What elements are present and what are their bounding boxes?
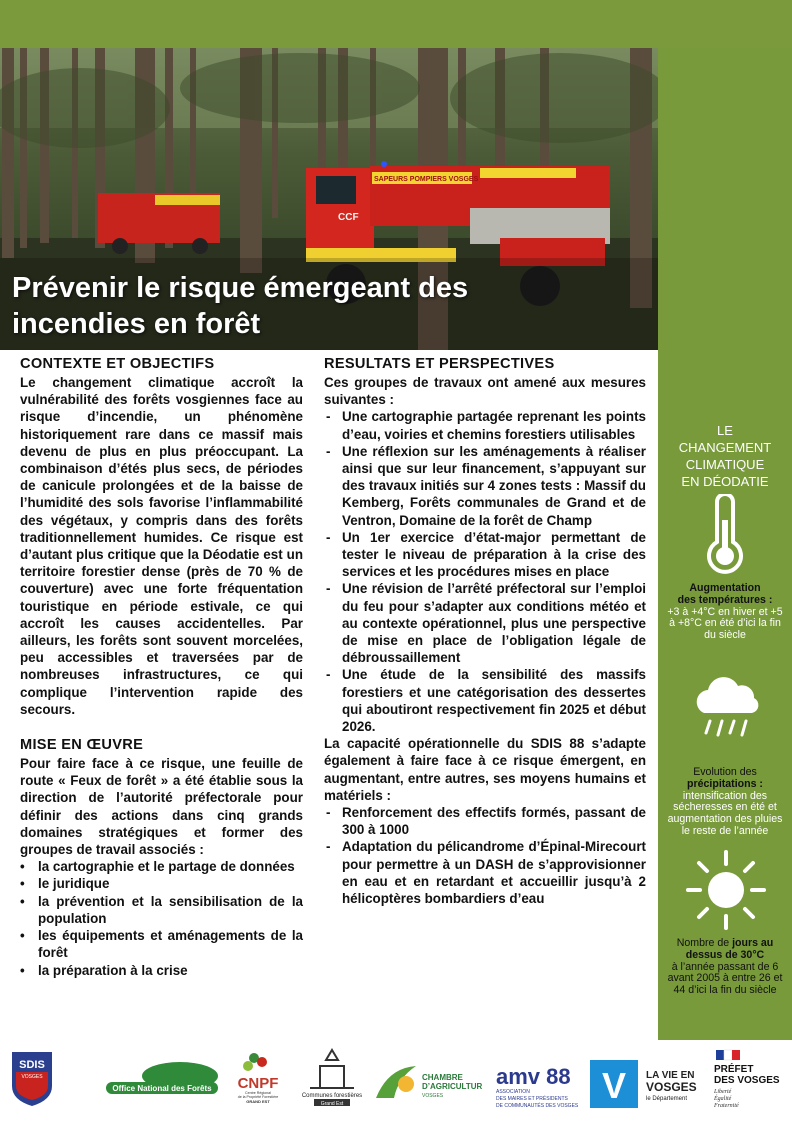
svg-text:Communes forestières: Communes forestières	[301, 1093, 363, 1099]
sun-icon	[684, 848, 768, 932]
domains-list	[20, 858, 303, 978]
rain-cloud-icon	[690, 675, 766, 743]
capacity-text: La capacité opérationnelle du SDIS 88 s’adapte également à faire face à ce risque émergent, en augmentant, entre autres, ses moyens humains et matériels :	[324, 736, 646, 803]
svg-text:Liberté: Liberté	[714, 1089, 732, 1095]
sdis-shield-icon	[10, 1050, 54, 1108]
amv88-logo	[494, 1060, 582, 1112]
svg-text:amv 88: amv 88	[496, 1064, 571, 1089]
svg-text:PRÉFET: PRÉFET	[714, 1064, 754, 1075]
svg-text:ASSOCIATION: ASSOCIATION	[496, 1089, 530, 1095]
svg-text:DES VOSGES: DES VOSGES	[714, 1075, 780, 1086]
list-item: • le juridique	[20, 875, 303, 892]
contexte-text: Le changement climatique accroît la vulnérabilité des forêts vosgiennes face au risque d’incendie, un phénomène historiquement rare dans ce massif mais devenu de plus en plus préoccupant. La combinaison d’étés plus secs, de périodes de canicule prolongées et de la baisse de l’humidité des sols favorise l’inflammabilité des végétaux, y compris dans des forêts traditionnellement humides. Ce risque est d’autant plus critique que la Déodatie est un territoire forestier dense (près de 70 % de couverture) avec une forte fréquentation touristique en période estivale, ce qui accroît les causes accidentelles. Par ailleurs, les forêts sont souvent morcelées, peu accessibles et traversées par de nombreuses infrastructures, ce qui complique l’intervention rapide des secours.	[20, 375, 303, 717]
svg-text:SDIS: SDIS	[19, 1059, 45, 1071]
list-item: • la prévention et la sensibilisation de la population	[20, 893, 303, 927]
svg-text:Fraternité: Fraternité	[714, 1103, 739, 1109]
list-item: • les équipements et aménagements de la forêt	[20, 927, 303, 961]
svg-text:le Département: le Département	[646, 1096, 688, 1102]
communes-forestieres-logo	[298, 1048, 366, 1108]
list-item: - Une étude de la sensibilité des massifs forestiers et une catégorisation des dessertes qui aboutiront respectivement fin 2025 et début 2026.	[324, 666, 646, 735]
right-column	[324, 355, 646, 907]
mise-title: MISE EN ŒUVRE	[20, 737, 144, 754]
top-green-band	[0, 0, 792, 48]
truck-plate: CCF	[338, 212, 359, 223]
partner-logos	[0, 1042, 792, 1135]
side-title: LE CHANGEMENT CLIMATIQUE EN DÉODATIE	[678, 423, 772, 489]
resultats-intro: Ces groupes de travaux ont amené aux mesures suivantes :	[324, 375, 646, 408]
hero-photo	[0, 48, 658, 350]
svg-text:VOSGES: VOSGES	[21, 1074, 43, 1080]
list-item: • la cartographie et le partage de données	[20, 858, 303, 875]
list-item: - Renforcement des effectifs formés, passant de 300 à 1000	[324, 804, 646, 838]
precipitation-info: Evolution des précipitations : intensification des sécheresses en été et augmentation des pluies le reste de l’année	[667, 766, 783, 837]
means-list	[324, 804, 646, 907]
svg-text:VOSGES: VOSGES	[646, 1080, 697, 1094]
hot-days-info: Nombre de jours au dessus de 30°C à l’année passant de 6 avant 2005 à entre 26 et 44 d’ici la fin du siècle	[667, 937, 783, 997]
la-vie-en-vosges-logo	[644, 1064, 704, 1108]
thermometer-icon	[701, 494, 749, 576]
svg-text:DES MAIRES ET PRÉSIDENTS: DES MAIRES ET PRÉSIDENTS	[496, 1096, 568, 1102]
temperature-info: Augmentation des températures : +3 à +4°C en hiver et +5 à +8°C en été d’ici la fin du siècle	[667, 582, 783, 642]
svg-text:D’AGRICULTURE: D’AGRICULTURE	[422, 1082, 482, 1091]
list-item: - Adaptation du pélicandrome d’Épinal-Mirecourt pour permettre à un DASH de s’approvisionner en eau et en retardant et accueillir jusqu’à 2 hélicoptères bombardiers d’eau	[324, 838, 646, 907]
left-column	[20, 355, 303, 979]
chambre-agriculture-logo	[372, 1062, 482, 1106]
resultats-title: RESULTATS ET PERSPECTIVES	[324, 356, 555, 372]
title-line-1: Prévenir le risque émergeant des	[12, 272, 469, 304]
svg-text:de la Propriété Forestière: de la Propriété Forestière	[237, 1095, 279, 1099]
sdis-logo	[10, 1050, 54, 1108]
svg-text:V: V	[601, 1065, 627, 1106]
measures-list	[324, 408, 646, 735]
svg-text:GRAND EST: GRAND EST	[246, 1099, 270, 1104]
departement-v-logo	[590, 1060, 638, 1108]
svg-text:CNPF: CNPF	[237, 1075, 279, 1092]
list-item: - Un 1er exercice d’état-major permettant de tester le niveau de préparation à la crise des services et les procédures mises en place	[324, 529, 646, 581]
title-line-2: incendies en forêt	[12, 308, 261, 340]
prefet-vosges-logo	[712, 1048, 788, 1118]
list-item: - Une cartographie partagée reprenant les points d’eau, voiries et chemins forestiers utilisables	[324, 408, 646, 442]
truck-label: SAPEURS POMPIERS VOSGES	[374, 176, 479, 183]
contexte-title: CONTEXTE ET OBJECTIFS	[20, 356, 215, 372]
page-title	[12, 270, 632, 342]
svg-text:Grand Est: Grand Est	[320, 1101, 344, 1107]
svg-text:LA VIE EN: LA VIE EN	[646, 1070, 695, 1081]
list-item: - Une réflexion sur les aménagements à réaliser ainsi que sur leur financement, s’appuyant sur des travaux initiés sur 4 zones tests : Massif du Kemberg, Forêts communales de Grand et de Ventron, Domaine de la forêt de Champ	[324, 443, 646, 529]
svg-text:Centre Régional: Centre Régional	[245, 1091, 271, 1095]
svg-text:Égalité: Égalité	[714, 1096, 732, 1102]
list-item: • la préparation à la crise	[20, 962, 303, 979]
svg-text:Office National des Forêts: Office National des Forêts	[112, 1084, 212, 1093]
svg-text:VOSGES: VOSGES	[422, 1093, 444, 1099]
cnpf-logo	[230, 1050, 286, 1106]
mise-text: Pour faire face à ce risque, une feuille de route « Feux de forêt » a été établie sous la direction de l’autorité préfectorale pour définir des actions dans cinq grands domaines stratégiques et former des groupes de travail associés :	[20, 756, 303, 858]
list-item: - Une révision de l’arrêté préfectoral sur l’emploi du feu pour s’adapter aux conditions météo et au contexte opérationnel, plus une perspective de mise en place de l’obligation légale de débroussaillement	[324, 580, 646, 666]
svg-text:DE COMMUNAUTÉS DES VOSGES: DE COMMUNAUTÉS DES VOSGES	[496, 1103, 579, 1109]
onf-logo	[106, 1062, 218, 1096]
svg-text:CHAMBRE: CHAMBRE	[422, 1073, 463, 1082]
